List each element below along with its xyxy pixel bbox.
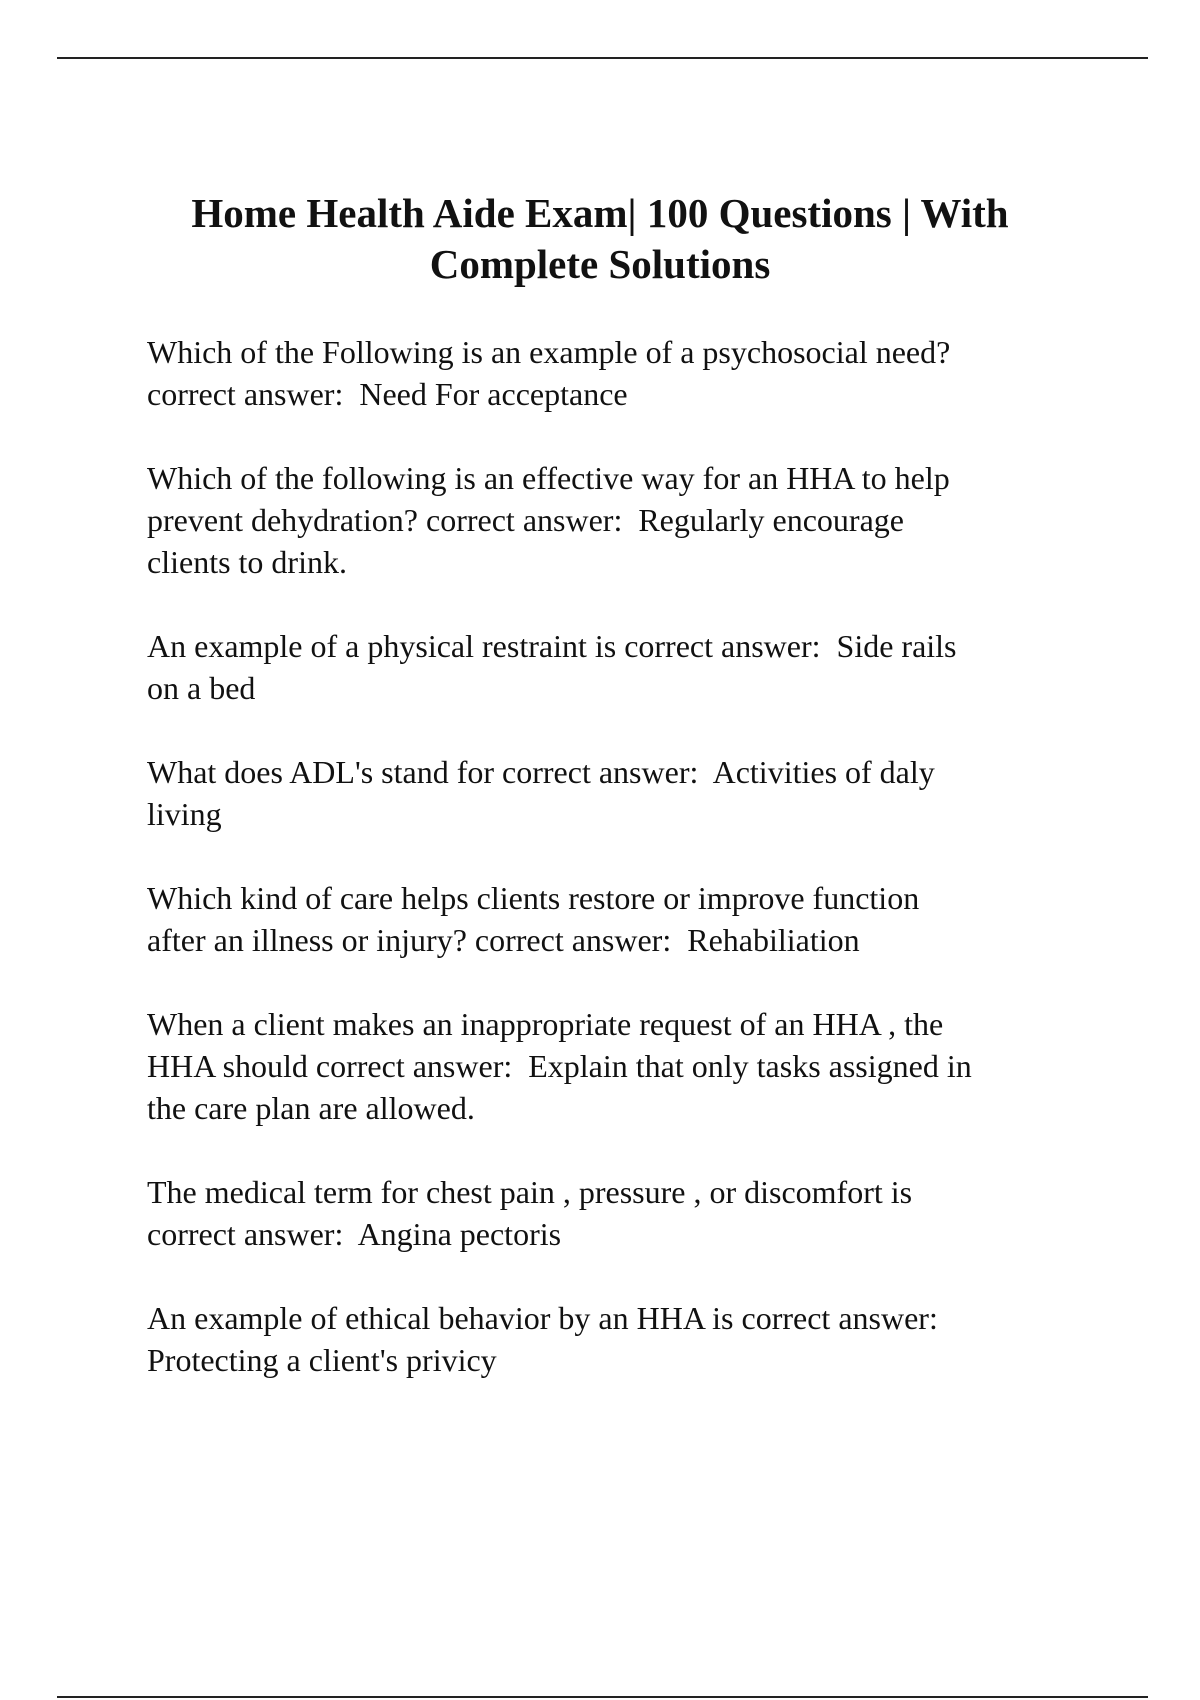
footer-rule — [57, 1696, 1148, 1698]
question-line: the care plan are allowed. — [147, 1090, 475, 1126]
question-list — [147, 331, 1147, 1423]
question-item — [147, 331, 1147, 415]
title-line: Complete Solutions — [429, 241, 771, 287]
question-line: Which kind of care helps clients restore or improve function — [147, 880, 920, 916]
question-item — [147, 457, 1147, 583]
title-line: Home Health Aide Exam| 100 Questions | With — [191, 190, 1009, 236]
question-item — [147, 1171, 1147, 1255]
question-item — [147, 877, 1147, 961]
question-item — [147, 625, 1147, 709]
question-line: An example of a physical restraint is correct answer: Side rails — [147, 628, 957, 664]
question-line: correct answer: Need For acceptance — [147, 376, 628, 412]
header-rule — [57, 57, 1148, 59]
question-line: after an illness or injury? correct answer: Rehabiliation — [147, 922, 860, 958]
question-item — [147, 1297, 1147, 1381]
question-line: living — [147, 796, 222, 832]
question-line: HHA should correct answer: Explain that only tasks assigned in — [147, 1048, 972, 1084]
question-item — [147, 751, 1147, 835]
question-line: correct answer: Angina pectoris — [147, 1216, 562, 1252]
question-line: Which of the following is an effective way for an HHA to help — [147, 460, 950, 496]
question-line: The medical term for chest pain , pressure , or discomfort is — [147, 1174, 913, 1210]
question-item — [147, 1003, 1147, 1129]
question-line: on a bed — [147, 670, 256, 706]
question-line: clients to drink. — [147, 544, 347, 580]
document-title — [100, 188, 1100, 290]
question-line: What does ADL's stand for correct answer: Activities of daly — [147, 754, 935, 790]
question-line: Protecting a client's privicy — [147, 1342, 497, 1378]
question-line: Which of the Following is an example of a psychosocial need? — [147, 334, 951, 370]
question-line: prevent dehydration? correct answer: Regularly encourage — [147, 502, 904, 538]
question-line: An example of ethical behavior by an HHA is correct answer: — [147, 1300, 938, 1336]
question-line: When a client makes an inappropriate request of an HHA , the — [147, 1006, 944, 1042]
